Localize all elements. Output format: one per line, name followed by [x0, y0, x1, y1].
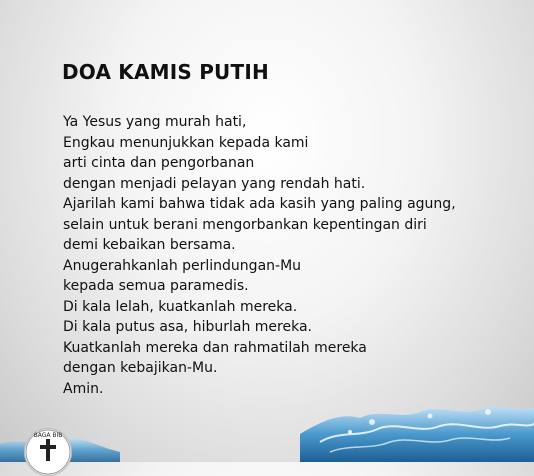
water-splash-image	[0, 382, 534, 462]
prayer-line: selain untuk berani mengorbankan kepentingan diri	[63, 216, 427, 233]
prayer-line: arti cinta dan pengorbanan	[63, 155, 255, 171]
logo-text: BAGA BIB	[33, 432, 63, 439]
prayer-line: Di kala putus asa, hiburlah mereka.	[63, 319, 312, 335]
prayer-title: DOA KAMIS PUTIH	[62, 60, 269, 84]
prayer-line: Amin.	[63, 380, 104, 397]
prayer-line: Ajarilah kami bahwa tidak ada kasih yang paling agung,	[63, 196, 456, 212]
prayer-line: Ya Yesus yang murah hati,	[63, 114, 247, 130]
prayer-line: Engkau menunjukkan kepada kami	[63, 134, 309, 151]
prayer-line: demi kebaikan bersama.	[63, 237, 236, 253]
prayer-line: Di kala lelah, kuatkanlah mereka.	[63, 298, 298, 315]
prayer-line: dengan menjadi pelayan yang rendah hati.	[63, 175, 366, 192]
prayer-line: dengan kebajikan-Mu.	[63, 360, 218, 376]
prayer-text	[63, 112, 456, 399]
prayer-line: Kuatkanlah mereka dan rahmatilah mereka	[63, 339, 367, 356]
prayer-line: kepada semua paramedis.	[63, 278, 249, 294]
organization-logo	[24, 428, 72, 476]
prayer-line: Anugerahkanlah perlindungan-Mu	[63, 257, 302, 274]
